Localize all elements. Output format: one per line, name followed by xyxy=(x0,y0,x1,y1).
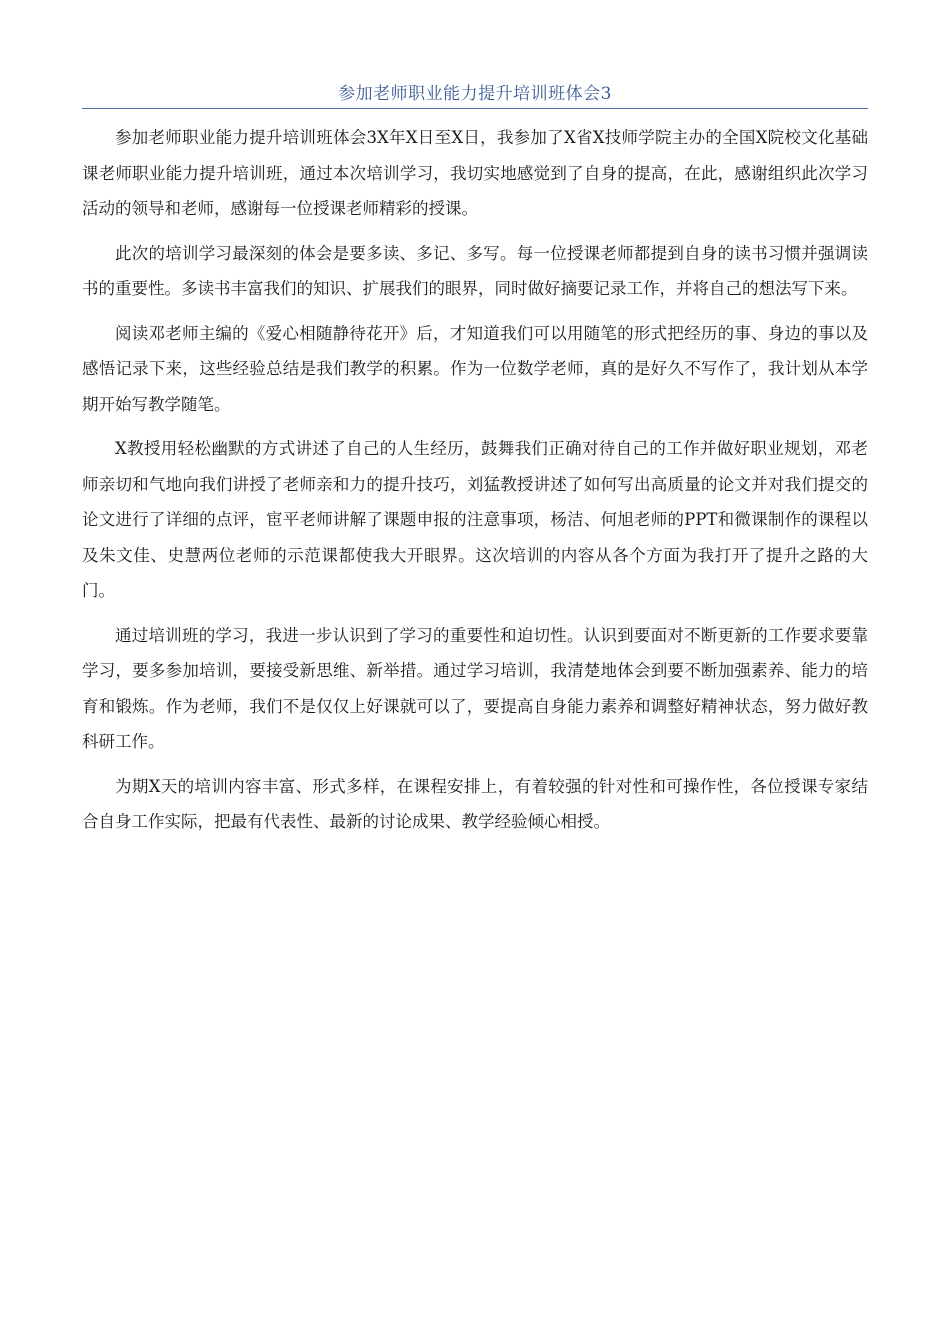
page-header xyxy=(82,82,868,109)
paragraph-1: 参加老师职业能力提升培训班体会3X年X日至X日，我参加了X省X技师学院主办的全国X院校文化基础课老师职业能力提升培训班，通过本次培训学习，我切实地感觉到了自身的提高，在此，感谢组织此次学习活动的领导和老师，感谢每一位授课老师精彩的授课。 xyxy=(82,128,868,218)
paragraph-2: 此次的培训学习最深刻的体会是要多读、多记、多写。每一位授课老师都提到自身的读书习惯并强调读书的重要性。多读书丰富我们的知识、扩展我们的眼界，同时做好摘要记录工作，并将自己的想法写下来。 xyxy=(82,243,868,298)
paragraph-6: 为期X天的培训内容丰富、形式多样，在课程安排上，有着较强的针对性和可操作性，各位授课专家结合自身工作实际，把最有代表性、最新的讨论成果、教学经验倾心相授。 xyxy=(82,776,868,831)
page-title: 参加老师职业能力提升培训班体会3 xyxy=(338,84,612,104)
paragraph-4: X教授用轻松幽默的方式讲述了自己的人生经历，鼓舞我们正确对待自己的工作并做好职业规划，邓老师亲切和气地向我们讲授了老师亲和力的提升技巧，刘猛教授讲述了如何写出高质量的论文并对我们提交的论文进行了详细的点评，宦平老师讲解了课题申报的注意事项，杨洁、何旭老师的PPT和微课制作的课程以及朱文佳、史慧两位老师的示范课都使我大开眼界。这次培训的内容从各个方面为我打开了提升之路的大门。 xyxy=(82,439,868,600)
document-body xyxy=(82,120,868,849)
paragraph-5: 通过培训班的学习，我进一步认识到了学习的重要性和迫切性。认识到要面对不断更新的工作要求要靠学习，要多参加培训，要接受新思维、新举措。通过学习培训，我清楚地体会到要不断加强素养、能力的培育和锻炼。作为老师，我们不是仅仅上好课就可以了，要提高自身能力素养和调整好精神状态，努力做好教科研工作。 xyxy=(82,625,868,751)
paragraph-3: 阅读邓老师主编的《爱心相随静待花开》后，才知道我们可以用随笔的形式把经历的事、身边的事以及感悟记录下来，这些经验总结是我们教学的积累。作为一位数学老师，真的是好久不写作了，我计划从本学期开始写教学随笔。 xyxy=(82,323,868,414)
